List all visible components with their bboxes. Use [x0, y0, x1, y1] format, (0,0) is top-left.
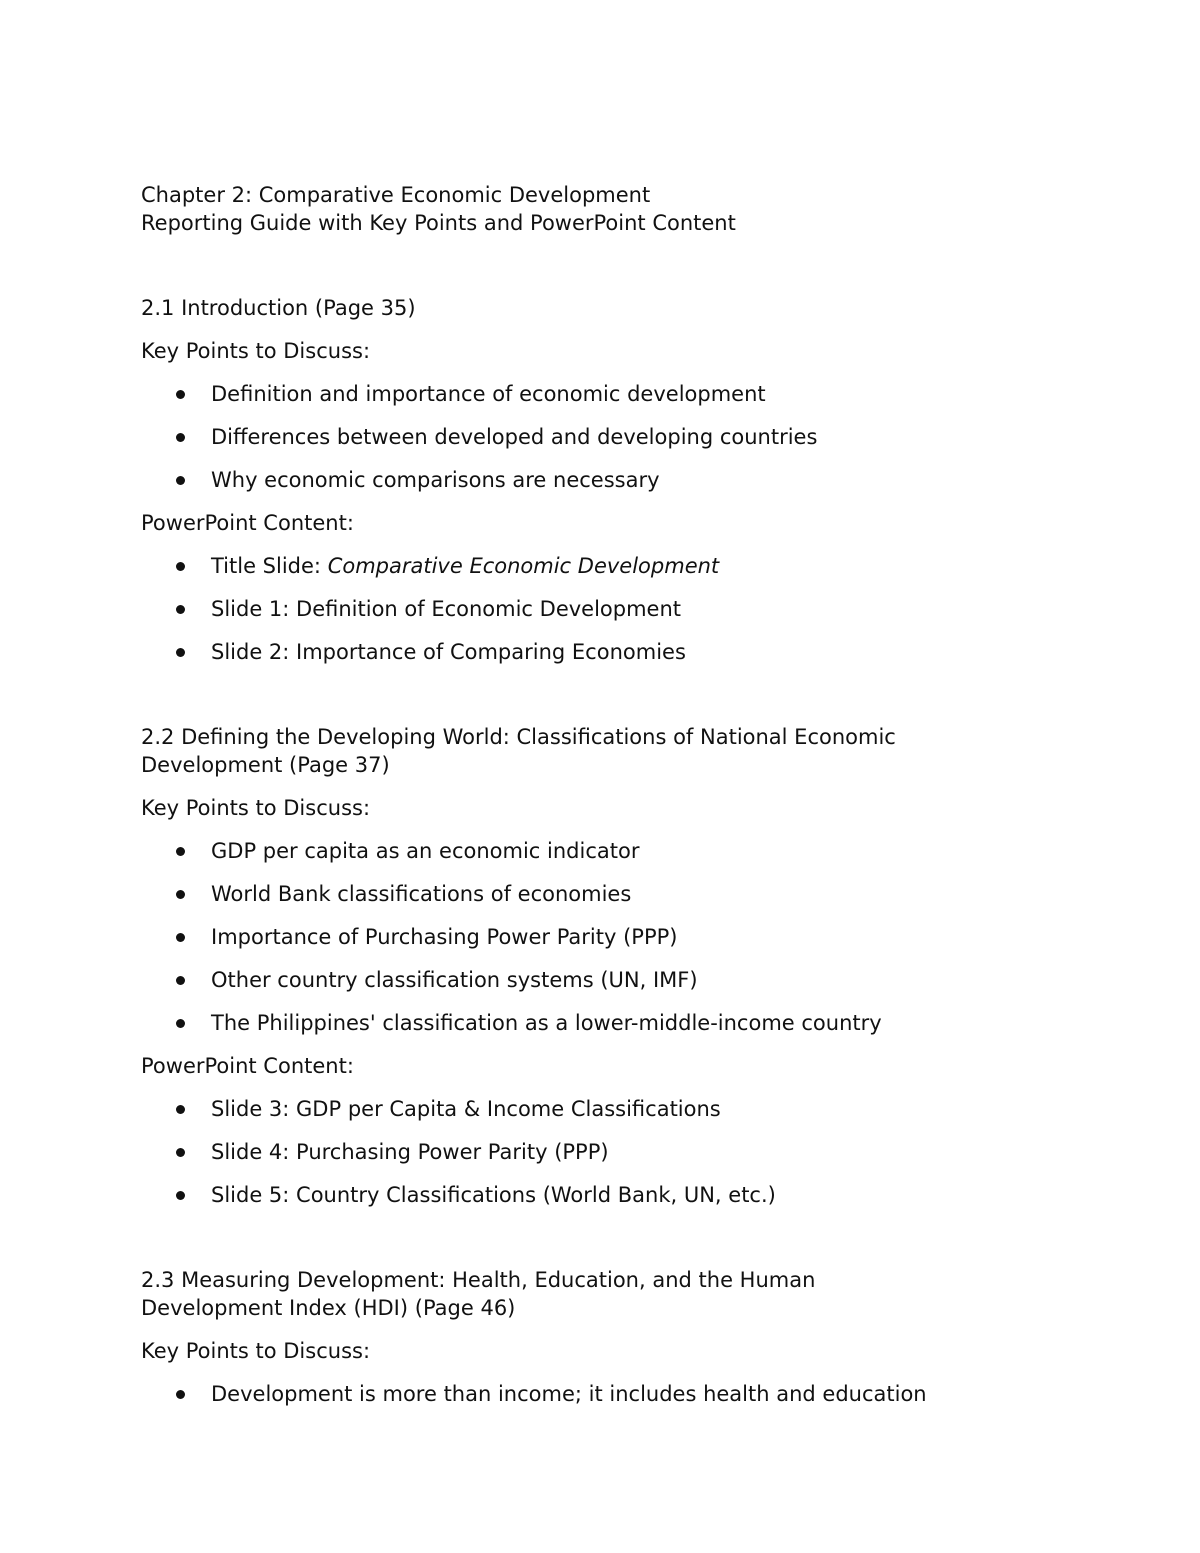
bullet-icon [176, 562, 185, 571]
list-item: Slide 2: Importance of Comparing Economies [141, 638, 1101, 666]
list-item: Other country classification systems (UN, IMF) [141, 966, 1101, 994]
powerpoint-content-label: PowerPoint Content: [141, 1054, 354, 1078]
document-subtitle: Reporting Guide with Key Points and PowerPoint Content [141, 211, 736, 235]
list-item: Slide 5: Country Classifications (World Bank, UN, etc.) [141, 1181, 1101, 1209]
bullet-icon [176, 1105, 185, 1114]
list-item: Differences between developed and developing countries [141, 423, 1101, 451]
key-points-list [141, 380, 1101, 494]
list-item: Development is more than income; it includes health and education [141, 1380, 1101, 1408]
bullet-icon [176, 433, 185, 442]
key-points-list [141, 837, 1101, 1037]
bullet-icon [176, 605, 185, 614]
powerpoint-content-label: PowerPoint Content: [141, 511, 354, 535]
document-page [141, 181, 1101, 1408]
list-item: Why economic comparisons are necessary [141, 466, 1101, 494]
bullet-icon [176, 476, 185, 485]
bullet-icon [176, 1191, 185, 1200]
list-item: Slide 4: Purchasing Power Parity (PPP) [141, 1138, 1101, 1166]
bullet-icon [176, 847, 185, 856]
key-points-label: Key Points to Discuss: [141, 796, 371, 820]
list-item: Importance of Purchasing Power Parity (PPP) [141, 923, 1101, 951]
powerpoint-list [141, 552, 1101, 666]
list-item: Slide 3: GDP per Capita & Income Classifications [141, 1095, 1101, 1123]
bullet-icon [176, 390, 185, 399]
section-2-1 [141, 294, 1101, 666]
section-heading: 2.1 Introduction (Page 35) [141, 296, 416, 320]
section-heading-continued: Development (Page 37) [141, 753, 390, 777]
bullet-icon [176, 1148, 185, 1157]
bullet-icon [176, 890, 185, 899]
list-item: Definition and importance of economic development [141, 380, 1101, 408]
key-points-label: Key Points to Discuss: [141, 1339, 371, 1363]
powerpoint-list [141, 1095, 1101, 1209]
list-item: World Bank classifications of economies [141, 880, 1101, 908]
bullet-icon [176, 976, 185, 985]
bullet-icon [176, 1019, 185, 1028]
section-2-3 [141, 1266, 1101, 1408]
bullet-icon [176, 1390, 185, 1399]
document-title [141, 181, 1101, 237]
chapter-title: Chapter 2: Comparative Economic Development [141, 183, 651, 207]
section-heading: 2.3 Measuring Development: Health, Education, and the Human [141, 1268, 816, 1292]
bullet-icon [176, 648, 185, 657]
list-item: Title Slide: Comparative Economic Development [141, 552, 1101, 580]
section-heading: 2.2 Defining the Developing World: Classifications of National Economic [141, 725, 896, 749]
key-points-list [141, 1380, 1101, 1408]
key-points-label: Key Points to Discuss: [141, 339, 371, 363]
list-item: Slide 1: Definition of Economic Development [141, 595, 1101, 623]
list-item: The Philippines' classification as a lower-middle-income country [141, 1009, 1101, 1037]
bullet-icon [176, 933, 185, 942]
section-heading-continued: Development Index (HDI) (Page 46) [141, 1296, 516, 1320]
slide-title-italic: Comparative Economic Development [327, 554, 720, 578]
list-item: GDP per capita as an economic indicator [141, 837, 1101, 865]
section-2-2 [141, 723, 1101, 1209]
